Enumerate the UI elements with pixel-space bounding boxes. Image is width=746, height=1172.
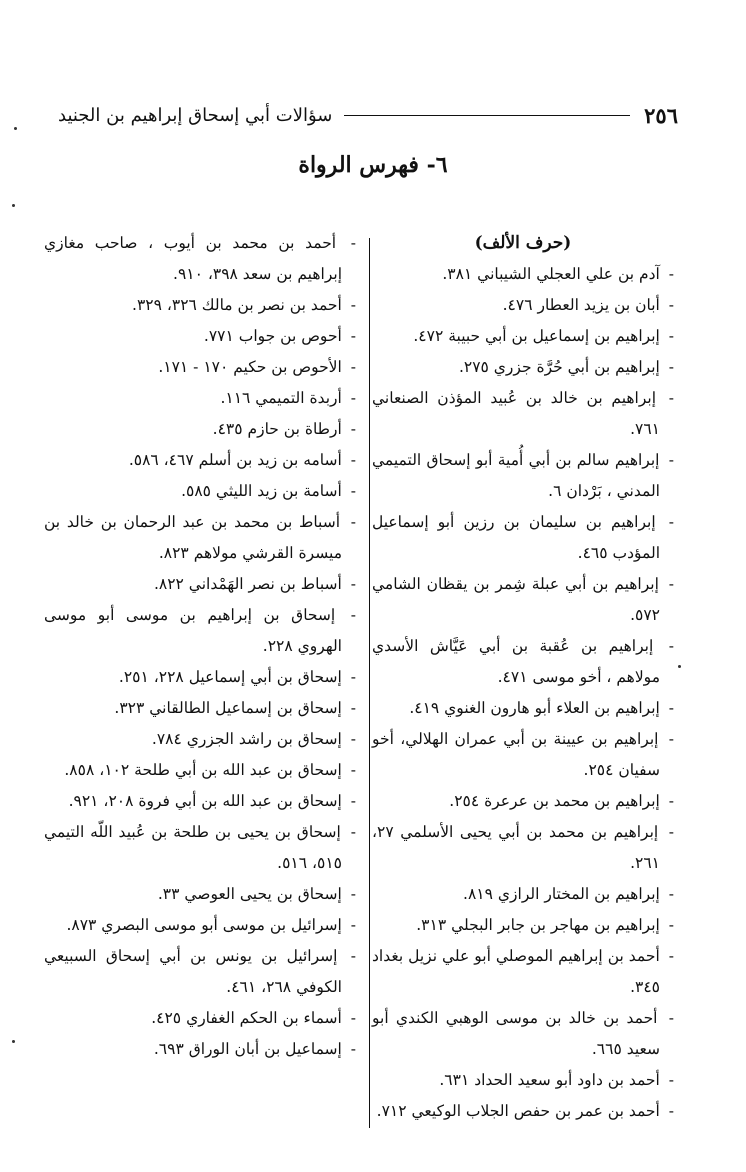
index-entry — [44, 383, 356, 414]
entry-dash: - — [345, 1009, 356, 1027]
entry-dash: - — [662, 575, 674, 593]
entry-text: أرطاة بن حازم ٤٣٥. — [212, 420, 342, 438]
entry-text: إبراهيم بن خالد بن عُبيد المؤذن الصنعاني ٧٦١. — [372, 389, 660, 438]
index-entry — [44, 786, 356, 817]
entry-text: أسامه بن زيد بن أسلم ٤٦٧، ٥٨٦. — [128, 451, 342, 469]
scan-speck — [14, 127, 17, 130]
entry-dash: - — [657, 637, 674, 655]
index-entry — [44, 507, 356, 569]
entry-text: أحمد بن عمر بن حفص الجلاب الوكيعي ٧١٢. — [376, 1102, 660, 1120]
entry-dash: - — [663, 296, 674, 314]
entry-text: إسرائيل بن موسى أبو موسى البصري ٨٧٣. — [66, 916, 342, 934]
entry-dash: - — [663, 1102, 674, 1120]
index-entry — [44, 910, 356, 941]
index-entry — [44, 879, 356, 910]
section-title: ٦- فهرس الرواة — [298, 152, 448, 178]
entry-text: إسرائيل بن يونس بن أبي إسحاق السبيعي الكوفي ٢٦٨، ٤٦١. — [44, 947, 342, 996]
entry-text: إبراهيم بن المختار الرازي ٨١٩. — [463, 885, 660, 903]
entry-text: إبراهيم بن أبي حُرَّة جزري ٢٧٥. — [458, 358, 660, 376]
index-entry — [372, 321, 674, 352]
entry-text: أسباط بن نصر الهَمْداني ٨٢٢. — [153, 575, 342, 593]
entry-text: إبراهيم بن محمد بن عرعرة ٢٥٤. — [449, 792, 660, 810]
entry-text: إسحاق بن يحيى العوصي ٣٣. — [157, 885, 342, 903]
entry-dash: - — [339, 606, 356, 624]
index-entry — [372, 817, 674, 879]
entry-text: إبراهيم بن العلاء أبو هارون الغنوي ٤١٩. — [409, 699, 660, 717]
index-entry — [372, 383, 674, 445]
entry-text: إسحاق بن عبد الله بن أبي طلحة ١٠٢، ٨٥٨. — [64, 761, 342, 779]
index-entry — [44, 941, 356, 1003]
index-entry — [44, 693, 356, 724]
entry-dash: - — [345, 296, 356, 314]
entry-dash: - — [345, 1040, 356, 1058]
column-divider — [369, 238, 370, 1128]
entry-text: أربدة التميمي ١١٦. — [220, 389, 342, 407]
entry-dash: - — [659, 513, 674, 531]
index-entry — [372, 1003, 674, 1065]
entry-dash: - — [345, 668, 356, 686]
entry-dash: - — [663, 947, 674, 965]
entry-dash: - — [345, 482, 356, 500]
entry-dash: - — [663, 916, 674, 934]
entry-text: أسامة بن زيد الليثي ٥٨٥. — [181, 482, 342, 500]
index-entry — [44, 414, 356, 445]
index-entry — [372, 507, 674, 569]
index-entry — [372, 1096, 674, 1127]
index-entry — [372, 352, 674, 383]
entry-dash: - — [345, 730, 356, 748]
left-entry-list — [44, 228, 356, 1065]
entry-text: إسحاق بن أبي إسماعيل ٢٢٨، ٢٥١. — [118, 668, 342, 686]
entry-dash: - — [345, 575, 356, 593]
entry-text: أحمد بن داود أبو سعيد الحداد ٦٣١. — [439, 1071, 660, 1089]
running-title: سؤالات أبي إسحاق إبراهيم بن الجنيد — [58, 104, 333, 126]
scan-speck — [678, 665, 681, 668]
running-header — [58, 98, 678, 132]
entry-text: إسحاق بن إبراهيم بن موسى أبو موسى الهروي ٢٢٨. — [44, 606, 342, 655]
entry-text: أسماء بن الحكم الغفاري ٤٢٥. — [151, 1009, 342, 1027]
entry-text: إبراهيم بن أبي عبلة شِمر بن يقظان الشامي ٥٧٢. — [372, 575, 660, 624]
entry-dash: - — [662, 730, 674, 748]
entry-text: أحمد بن خالد بن موسى الوهبي الكندي أبو سعيد ٦٦٥. — [372, 1009, 660, 1058]
entry-dash: - — [345, 451, 356, 469]
entry-dash: - — [344, 513, 356, 531]
entry-text: أحوص بن جواب ٧٧١. — [203, 327, 342, 345]
entry-dash: - — [663, 265, 674, 283]
header-rule — [344, 115, 630, 116]
entry-text: أبان بن يزيد العطار ٤٧٦. — [502, 296, 660, 314]
entry-text: إسحاق بن يحيى بن طلحة بن عُبيد اللّه التيمي ٥١٥، ٥١٦. — [44, 823, 342, 872]
entry-dash: - — [663, 885, 674, 903]
scan-speck — [12, 204, 15, 207]
entry-text: إسحاق بن عبد الله بن أبي فروة ٢٠٨، ٩٢١. — [68, 792, 342, 810]
index-entry — [372, 259, 674, 290]
entry-dash: - — [345, 761, 356, 779]
entry-dash: - — [662, 823, 674, 841]
index-entry — [44, 817, 356, 879]
entry-dash: - — [341, 947, 356, 965]
index-entry — [44, 662, 356, 693]
index-entry — [44, 569, 356, 600]
index-entry — [372, 290, 674, 321]
entry-dash: - — [660, 389, 674, 407]
entry-text: إبراهيم بن محمد بن أبي يحيى الأسلمي ٢٧، ٢٦١. — [372, 823, 660, 872]
index-entry — [44, 1003, 356, 1034]
entry-dash: - — [345, 916, 356, 934]
entry-dash: - — [340, 234, 356, 252]
index-entry — [44, 1034, 356, 1065]
index-entry — [372, 693, 674, 724]
entry-text: أحمد بن إبراهيم الموصلي أبو علي نزيل بغداد ٣٤٥. — [372, 947, 660, 996]
entry-text: إسماعيل بن أبان الوراق ٦٩٣. — [153, 1040, 342, 1058]
index-entry — [44, 724, 356, 755]
entry-dash: - — [663, 1071, 674, 1089]
entry-text: الأحوص بن حكيم ١٧٠ - ١٧١. — [158, 358, 342, 376]
entry-dash: - — [661, 1009, 674, 1027]
index-entry — [44, 600, 356, 662]
entry-text: إسحاق بن إسماعيل الطالقاني ٣٢٣. — [114, 699, 342, 717]
letter-heading: (حرف الألف) — [474, 233, 572, 253]
entry-dash: - — [663, 792, 674, 810]
entry-text: أحمد بن محمد بن أيوب ، صاحب مغازي إبراهيم بن سعد ٣٩٨، ٩١٠. — [44, 234, 342, 283]
index-entry — [372, 724, 674, 786]
entry-dash: - — [345, 358, 356, 376]
entry-text: إبراهيم بن مهاجر بن جابر البجلي ٣١٣. — [416, 916, 660, 934]
entry-dash: - — [345, 420, 356, 438]
index-entry — [44, 445, 356, 476]
right-entry-list — [372, 259, 674, 1127]
index-entry — [372, 631, 674, 693]
entry-dash: - — [344, 823, 356, 841]
entry-dash: - — [345, 792, 356, 810]
entry-text: إبراهيم بن سليمان بن رزين أبو إسماعيل المؤدب ٤٦٥. — [372, 513, 660, 562]
index-entry — [372, 569, 674, 631]
index-entry — [372, 1065, 674, 1096]
entry-dash: - — [663, 451, 674, 469]
entry-text: أحمد بن نصر بن مالك ٣٢٦، ٣٢٩. — [132, 296, 342, 314]
index-entry — [372, 786, 674, 817]
entry-text: إبراهيم سالم بن أبي أُمية أبو إسحاق التميمي المدني ، بَرْدان ٦. — [372, 451, 660, 500]
entry-text: إبراهيم بن عيينة بن أبي عمران الهلالي، أخو سفيان ٢٥٤. — [372, 730, 660, 779]
index-entry — [44, 476, 356, 507]
entry-text: إبراهيم بن عُقبة بن أبي عَيَّاش الأسدي مولاهم ، أخو موسى ٤٧١. — [372, 637, 660, 686]
entry-text: آدم بن علي العجلي الشيباني ٣٨١. — [442, 265, 660, 283]
entry-dash: - — [345, 389, 356, 407]
scan-speck — [12, 1040, 15, 1043]
entry-text: إبراهيم بن إسماعيل بن أبي حبيبة ٤٧٢. — [413, 327, 660, 345]
entry-dash: - — [663, 358, 674, 376]
index-entry — [44, 321, 356, 352]
index-entry — [372, 941, 674, 1003]
index-entry — [372, 445, 674, 507]
entry-dash: - — [663, 699, 674, 717]
entry-dash: - — [345, 885, 356, 903]
right-column — [372, 228, 674, 1127]
entry-dash: - — [345, 327, 356, 345]
entry-dash: - — [345, 699, 356, 717]
index-entry — [372, 910, 674, 941]
entry-dash: - — [663, 327, 674, 345]
entry-text: إسحاق بن راشد الجزري ٧٨٤. — [151, 730, 342, 748]
index-entry — [44, 352, 356, 383]
index-entry — [372, 879, 674, 910]
left-column — [44, 228, 356, 1065]
index-entry — [44, 290, 356, 321]
index-entry — [44, 755, 356, 786]
index-entry — [44, 228, 356, 290]
page-number: ٢٥٦ — [644, 102, 678, 128]
entry-text: أسباط بن محمد بن عبد الرحمان بن خالد بن ميسرة القرشي مولاهم ٨٢٣. — [44, 513, 342, 562]
